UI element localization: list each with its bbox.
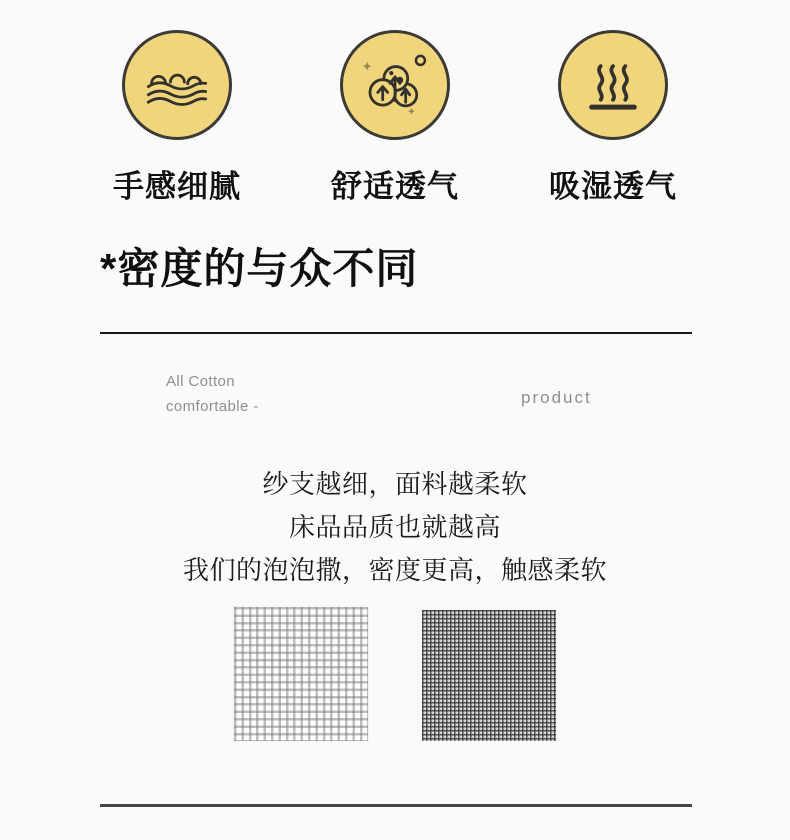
body-line-1: 纱支越细，面料越柔软 <box>262 469 528 499</box>
body-line-3: 我们的泡泡撒，密度更高，触感柔软 <box>182 555 607 585</box>
moisture-steam-icon <box>558 30 668 140</box>
divider-line <box>100 332 692 334</box>
breathable-bubbles-icon <box>340 30 450 140</box>
feature-item-moisture <box>549 30 677 206</box>
caption-left-line2: comfortable - <box>166 398 259 415</box>
swatch-low-density-weave <box>234 607 368 741</box>
caption-left-line1: All Cotton <box>166 373 236 390</box>
density-comparison <box>0 607 790 741</box>
features-row <box>0 30 790 206</box>
swatch-high-density-weave <box>422 610 556 741</box>
feature-label: 吸湿透气 <box>549 169 677 204</box>
feature-item-smooth <box>113 30 241 206</box>
caption-product: product <box>521 388 592 407</box>
feature-item-breathable <box>331 30 459 206</box>
feature-label: 手感细腻 <box>113 169 241 204</box>
bottom-divider-bar <box>100 804 692 807</box>
caption-all-cotton <box>166 369 259 419</box>
fabric-smooth-icon <box>122 30 232 140</box>
body-text <box>0 463 790 592</box>
feature-label: 舒适透气 <box>331 169 459 204</box>
body-line-2: 床品品质也就越高 <box>288 512 501 542</box>
section-title: *密度的与众不同 <box>100 245 419 292</box>
